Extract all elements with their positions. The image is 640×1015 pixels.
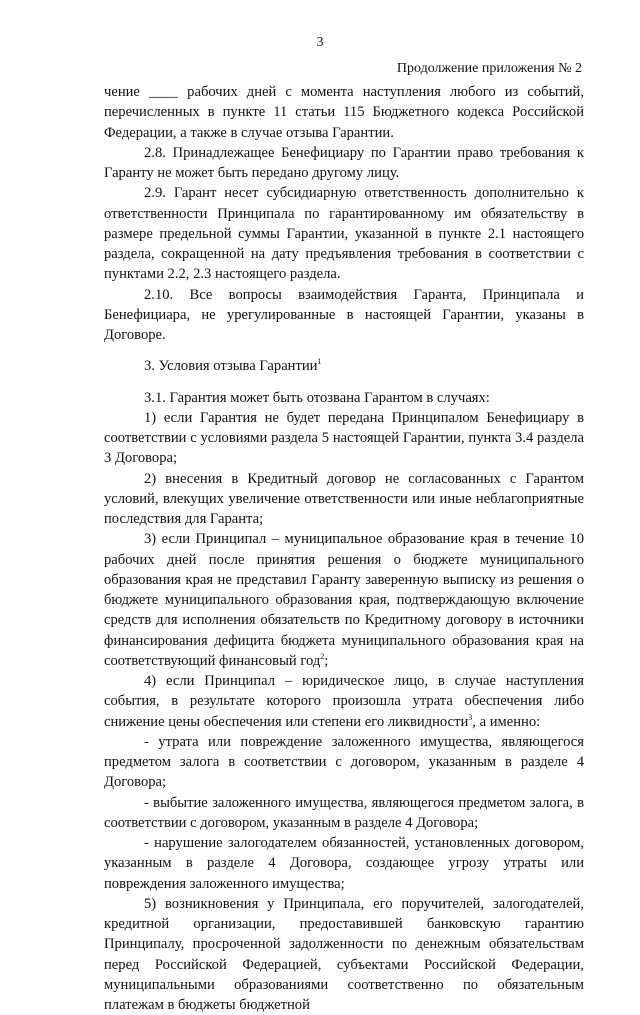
list-item: 5) возникновения у Принципала, его поручителей, залогодателей, кредитной организации, предоставившей банковскую гарантию Принципалу, просроченной задолженности по денежным обязательствам перед Российской Федерацией, субъектами Российской Федерации, муниципальными образованиями соответственно по обязательным платежам в бюджеты бюджетной <box>104 895 584 1013</box>
footnote-marker: 3 <box>468 712 473 722</box>
list-item: 3) если Принципал – муниципальное образование края в течение 10 рабочих дней после принятия решения о бюджете муниципального образования края не представил Гаранту заверенную выписку из решения о бюджете муниципального образования края, подтверждающую включение средств для исполнения обязательств по Кредитному договору в источники финансирования дефицита бюджета муниципального образования края на соответствующий финансовый год$^2$; <box>104 531 584 669</box>
sub-item: - нарушение залогодателем обязанностей, установленных договором, указанным в разделе 4 Договора, создающее угрозу утраты или повреждения заложенного имущества; <box>104 835 584 892</box>
list-item: 4) если Принципал – юридическое лицо, в случае наступления события, в результате которого произошла утрата обеспечения либо снижение цены обеспечения или степени его ликвидности$^3$, а именно: <box>104 673 584 730</box>
page-number: 3 <box>316 35 324 50</box>
sub-item: - утрата или повреждение заложенного имущества, являющегося предметом залога в соответствии с договором, указанным в разделе 4 Договора; <box>104 733 584 791</box>
paragraph-3-1: 3.1. Гарантия может быть отозвана Гарантом в случаях: <box>144 389 490 406</box>
continuation-header: Продолжение приложения № 2 <box>396 61 582 76</box>
paragraph: чение ____ рабочих дней с момента наступления любого из событий, перечисленных в пункте 11 статьи 115 Бюджетного кодекса Российской Федерации, а также в случае отзыва Гарантии. <box>104 84 584 141</box>
document-body <box>104 82 584 1015</box>
footnote-marker: 2 <box>320 651 325 661</box>
paragraph-2-10: 2.10. Все вопросы взаимодействия Гаранта, Принципала и Бенефициара, не урегулированные в настоящей Гарантии, указаны в Договоре. <box>104 286 584 343</box>
list-item: 1) если Гарантия не будет передана Принципалом Бенефициару в соответствии с условиями раздела 5 настоящей Гарантии, пункта 3.4 раздела 3 Договора; <box>104 409 584 467</box>
sub-item: - выбытие заложенного имущества, являющегося предметом залога, в соответствии с договором, указанным в разделе 4 Договора; <box>104 794 584 831</box>
paragraph-2-8: 2.8. Принадлежащее Бенефициару по Гарантии право требования к Гаранту не может быть передано другому лицу. <box>104 144 584 181</box>
list-item: 2) внесения в Кредитный договор не согласованных с Гарантом условий, влекущих увеличение ответственности или иные неблагоприятные последствия для Гаранта; <box>104 470 584 527</box>
paragraph-2-9: 2.9. Гарант несет субсидиарную ответственность дополнительно к ответственности Принципала по гарантированному им обязательству в размере предельной суммы Гарантии, указанной в пункте 2.1 настоящего раздела, сокращенной на дату предъявления требования в соответствии с пунктами 2.2, 2.3 настоящего раздела. <box>104 185 584 283</box>
footnote-marker: 1 <box>317 357 322 367</box>
section-heading: 3. Условия отзыва Гарантии$^1$ <box>144 357 322 375</box>
